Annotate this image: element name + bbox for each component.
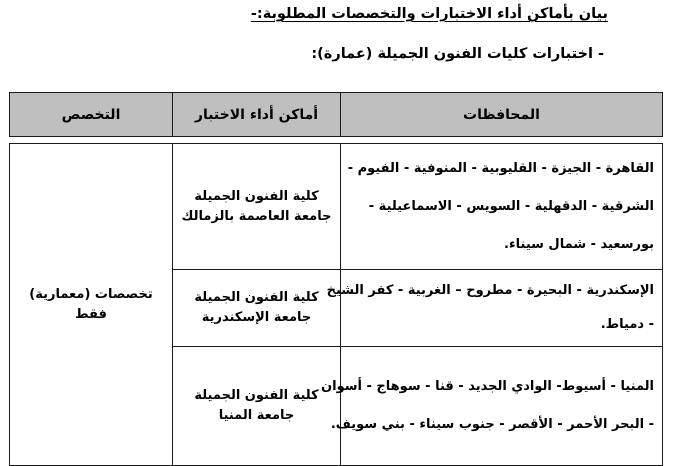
place-line: كلية الفنون الجميلة bbox=[194, 290, 319, 305]
header-specialization: التخصص bbox=[10, 93, 173, 137]
place-cell bbox=[173, 347, 341, 466]
place-line: كلية الفنون الجميلة bbox=[194, 188, 319, 204]
place-cell bbox=[173, 270, 341, 347]
governorates-cell bbox=[326, 270, 663, 347]
governorates-cell bbox=[321, 347, 663, 466]
table-row bbox=[10, 144, 663, 270]
governorates-cell bbox=[341, 144, 663, 270]
governorates-line: - البحر الأحمر - الأقصر - جنوب سيناء - بني سويف. bbox=[330, 417, 654, 432]
table-spacer-row bbox=[10, 137, 663, 144]
specialization-line: تخصصات (معمارية) bbox=[29, 286, 153, 302]
place-line: كلية الفنون الجميلة bbox=[194, 388, 319, 403]
place-cell bbox=[173, 144, 341, 270]
place-line: جامعة المنيا bbox=[218, 408, 295, 423]
header-governorates: المحافظات bbox=[341, 93, 663, 137]
governorates-line: بورسعيد - شمال سيناء. bbox=[504, 236, 654, 252]
governorates-line: الشرقية - الدقهلية - السويس - الاسماعيلية - bbox=[368, 198, 654, 214]
section-subtitle: - اختبارات كليات الفنون الجميلة (عمارة): bbox=[311, 46, 604, 62]
governorates-line: القاهرة - الجيزة - القليوبية - المنوفية - الفيوم - bbox=[347, 160, 654, 176]
governorates-line: الإسكندرية - البحيرة - مطروح – الغربية - كفر الشيخ bbox=[326, 283, 654, 298]
place-line: جامعة العاصمة بالزمالك bbox=[181, 208, 332, 224]
governorates-line: - دمياط. bbox=[600, 317, 654, 332]
exam-locations-table bbox=[9, 92, 663, 466]
specialization-cell bbox=[10, 144, 173, 466]
table-header-row bbox=[10, 93, 663, 137]
page-title: بيان بأماكن أداء الاختبارات والتخصصات المطلوبة:- bbox=[250, 6, 608, 22]
header-places: أماكن أداء الاختبار bbox=[173, 93, 341, 137]
specialization-line: فقط bbox=[75, 306, 107, 322]
place-line: جامعة الإسكندرية bbox=[201, 310, 312, 325]
governorates-line: المنيا - أسيوط- الوادي الجديد - قنا - سوهاج - أسوان bbox=[321, 379, 654, 394]
